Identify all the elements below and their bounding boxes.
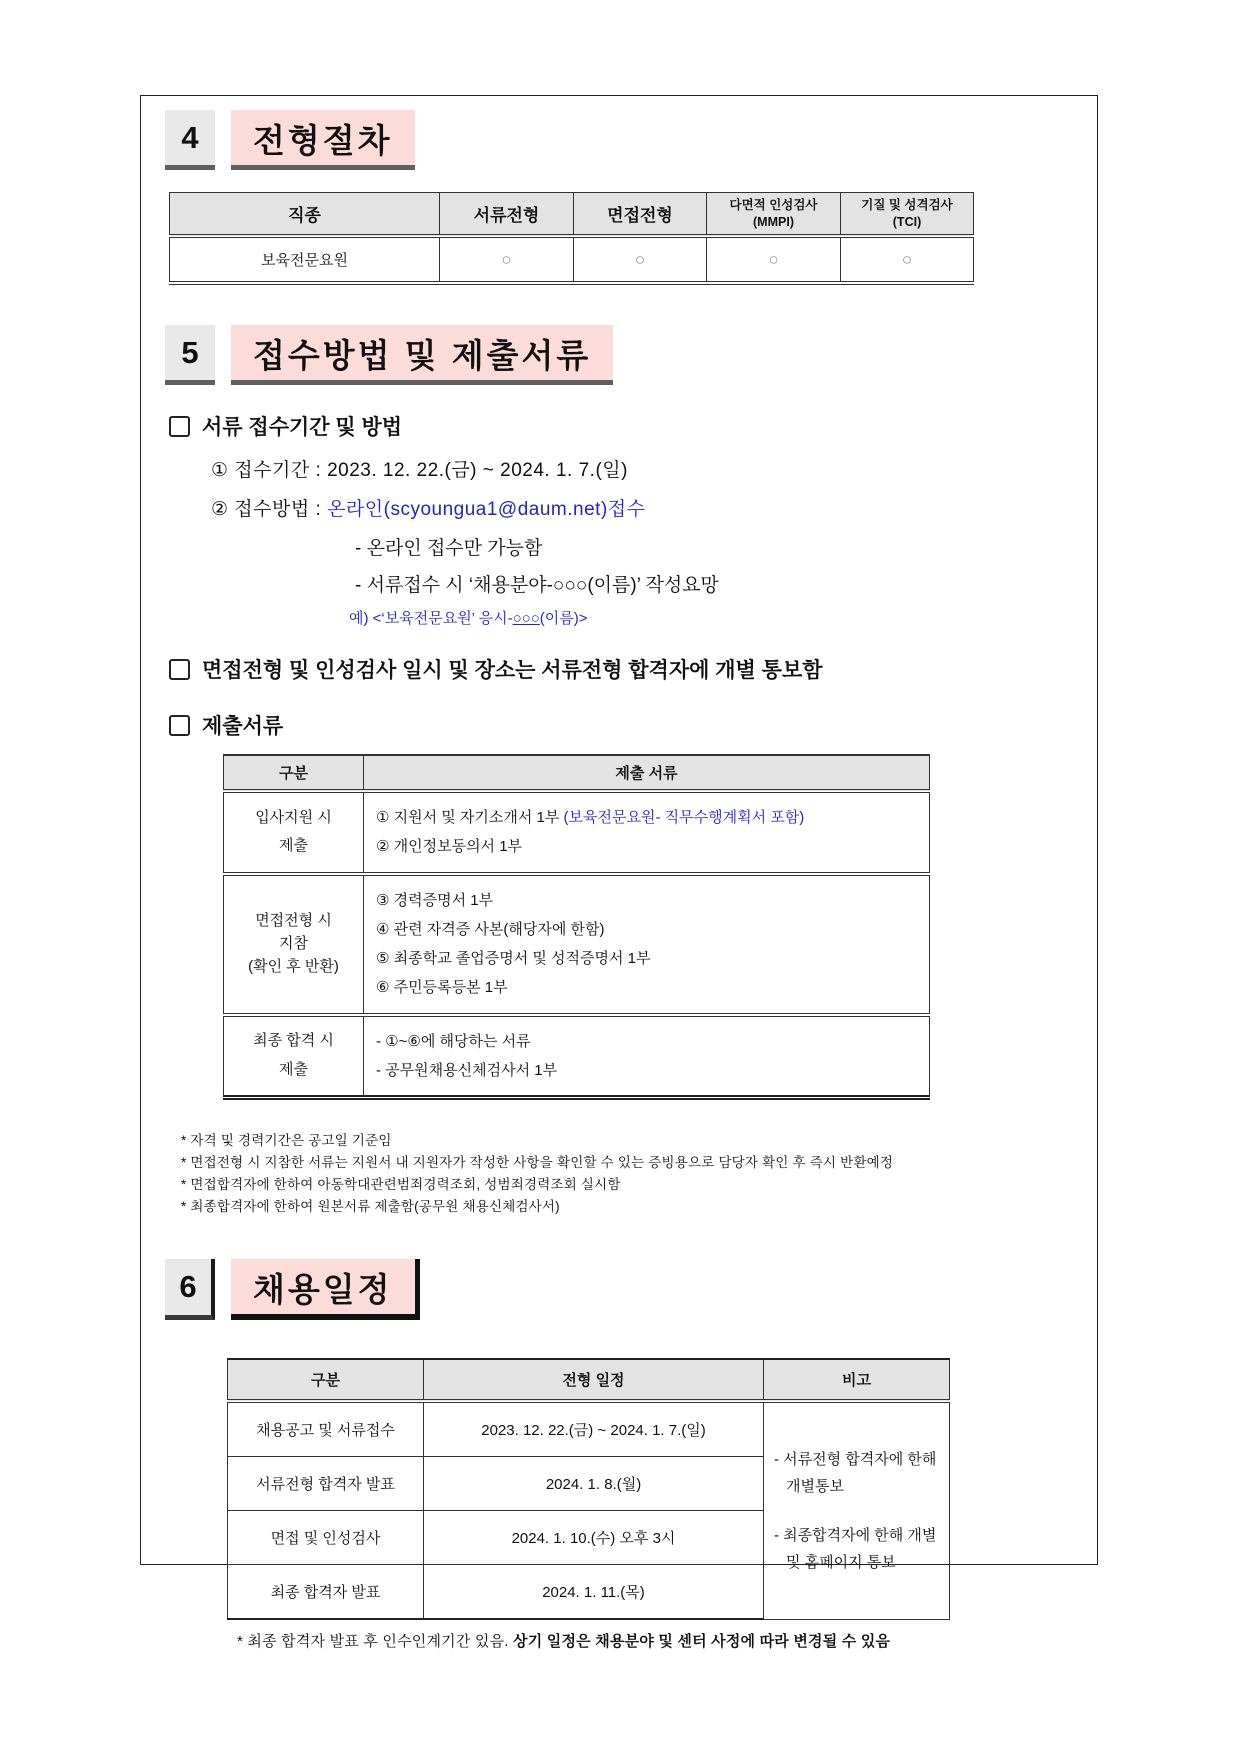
subsection-interview-notice-heading: 면접전형 및 인성검사 일시 및 장소는 서류전형 합격자에 개별 통보함 (169, 654, 1077, 684)
cell-interview-stage: 면접전형 시 지참 (확인 후 반환) (224, 874, 364, 1015)
recruitment-schedule-table (227, 1358, 950, 1620)
section-4-number: 4 (165, 110, 215, 170)
cell-step-label: 채용공고 및 서류접수 (228, 1401, 424, 1457)
cell-remarks (764, 1401, 950, 1619)
remark-note-1: - 서류전형 합격자에 한해 개별통보 (774, 1451, 937, 1496)
cell-step-date: 2024. 1. 10.(수) 오후 3시 (424, 1511, 764, 1565)
col-header-job-type: 직종 (170, 193, 440, 237)
section-5-number: 5 (165, 325, 215, 385)
section-6-number: 6 (165, 1259, 215, 1320)
col-header-schedule: 전형 일정 (424, 1359, 764, 1401)
checkbox-icon (169, 416, 190, 437)
cell-doc-screening-mark: ○ (440, 236, 574, 283)
cell-step-date: 2024. 1. 8.(월) (424, 1457, 764, 1511)
cell-apply-stage: 입사지원 시 제출 (224, 791, 364, 874)
section-5-title: 접수방법 및 제출서류 (231, 325, 613, 385)
col-header-documents: 제출 서류 (364, 755, 930, 791)
section-4-title: 전형절차 (231, 110, 415, 170)
col-header-tci: 기질 및 성격검사 (TCI) (841, 193, 974, 237)
cell-step-date: 2024. 1. 11.(목) (424, 1565, 764, 1620)
submission-documents-table (223, 754, 930, 1100)
cell-job-type: 보육전문요원 (170, 236, 440, 283)
online-only-note: - 온라인 접수만 가능함 (355, 538, 543, 559)
table-header-row (224, 755, 930, 791)
footnote: * 면접전형 시 지참한 서류는 지원서 내 지원자가 작성한 사항을 확인할 수 있는 증빙용으로 담당자 확인 후 즉시 반환예정 (181, 1154, 894, 1170)
cell-tci-mark: ○ (841, 236, 974, 283)
section-6-title: 채용일정 (231, 1259, 420, 1320)
col-header-document-screening: 서류전형 (440, 193, 574, 237)
checkbox-icon (169, 715, 190, 736)
document-border (140, 95, 1098, 1651)
subject-format-note: - 서류접수 시 ‘채용분야-○○○(이름)’ 작성요망 (355, 575, 719, 596)
selection-procedure-table (169, 192, 974, 285)
receipt-method-line (211, 494, 1077, 521)
cell-apply-docs: ① 지원서 및 자기소개서 1부 (보육전문요원- 직무수행계획서 포함) ② 개인정보동의서 1부 (364, 791, 930, 874)
section-5-footnotes (181, 1130, 1011, 1217)
subsection-receipt-period-heading: 서류 접수기간 및 방법 (169, 411, 1077, 441)
cell-step-date: 2023. 12. 22.(금) ~ 2024. 1. 7.(일) (424, 1401, 764, 1457)
col-header-remark: 비고 (764, 1359, 950, 1401)
cell-step-label: 최종 합격자 발표 (228, 1565, 424, 1620)
cell-final-stage: 최종 합격 시 제출 (224, 1015, 364, 1098)
section-6-footnote: * 최종 합격자 발표 후 인수인계기간 있음. 상기 일정은 채용분야 및 센터 사정에 따라 변경될 수 있음 (237, 1633, 891, 1651)
cell-final-docs: - ①~⑥에 해당하는 서류 - 공무원채용신체검사서 1부 (364, 1015, 930, 1098)
footnote: * 최종합격자에 한하여 원본서류 제출함(공무원 채용신체검사서) (181, 1198, 560, 1214)
table-row (228, 1401, 950, 1457)
section-5-header (165, 325, 1077, 385)
cell-mmpi-mark: ○ (707, 236, 841, 283)
table-header-row (170, 193, 974, 237)
section-6-header (165, 1259, 1077, 1320)
section-4-header (165, 110, 1077, 170)
online-email-text: 온라인(scyoungua1@daum.net)접수 (327, 499, 646, 520)
footnote: * 면접합격자에 한하여 아동학대관련범죄경력조회, 성범죄경력조회 실시함 (181, 1176, 621, 1192)
table-row (224, 791, 930, 874)
subject-format-example: 예) <‘보육전문요원’ 응시-○○○(이름)> (349, 610, 588, 627)
table-header-row (228, 1359, 950, 1401)
col-header-interview: 면접전형 (574, 193, 707, 237)
cell-interview-mark: ○ (574, 236, 707, 283)
checkbox-icon (169, 659, 190, 680)
remark-note-2: - 최종합격자에 한해 개별 및 홈페이지 통보 (774, 1527, 937, 1572)
table-row (224, 874, 930, 1015)
cell-interview-docs: ③ 경력증명서 1부 ④ 관련 자격증 사본(해당자에 한함) ⑤ 최종학교 졸업증명서 및 성적증명서 1부 ⑥ 주민등록등본 1부 (364, 874, 930, 1015)
table-row (224, 1015, 930, 1098)
table-row (170, 236, 974, 283)
receipt-method-prefix: ② 접수방법 : (211, 499, 328, 520)
cell-step-label: 서류전형 합격자 발표 (228, 1457, 424, 1511)
receipt-period-line: ① 접수기간 : 2023. 12. 22.(금) ~ 2024. 1. 7.(일) (211, 460, 628, 481)
cell-step-label: 면접 및 인성검사 (228, 1511, 424, 1565)
col-header-category: 구분 (228, 1359, 424, 1401)
col-header-category: 구분 (224, 755, 364, 791)
col-header-mmpi: 다면적 인성검사 (MMPI) (707, 193, 841, 237)
footnote: * 자격 및 경력기간은 공고일 기준임 (181, 1133, 392, 1148)
subsection-submission-docs-heading: 제출서류 (169, 710, 1077, 740)
